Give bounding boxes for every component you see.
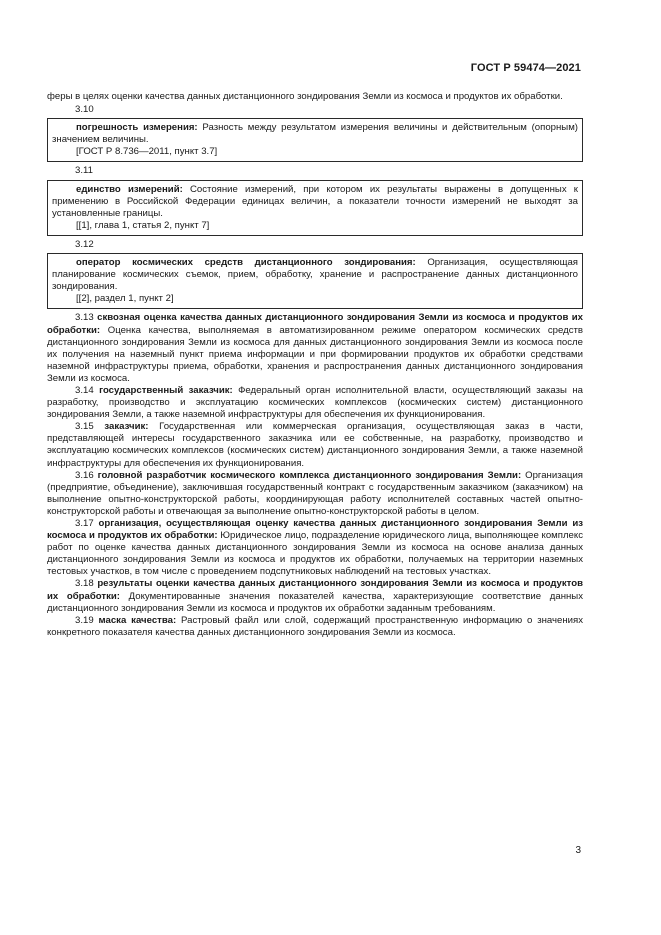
term-definition: Растровый файл или слой, содержащий пространственную информацию о значениях конкретного показателя качества данных дистанционного зондирования Земли из космоса.	[47, 614, 583, 638]
intro-paragraph: феры в целях оценки качества данных дистанционного зондирования Земли из космоса и продуктов их обработки.	[47, 91, 563, 102]
term-definition: Организация (предприятие, объединение), заключившая государственный контракт с государственным заказчиком (заказчиком) на выполнение опытно-конструкторской работы, координирующая работу исполнителей составных частей опытно-конструкторской работы и отвечающая за выполнение опытно-конструкторской работы в целом.	[47, 469, 583, 517]
term-number: 3.10	[75, 104, 94, 116]
definition-paragraph	[52, 257, 578, 293]
term-name: сквозная оценка качества данных дистанционного зондирования Земли из космоса и продуктов их обработки:	[47, 312, 584, 336]
document-body	[47, 91, 583, 639]
term-number: 3.15	[75, 421, 105, 433]
term-name: единство измерений:	[76, 183, 183, 195]
term-number: 3.12	[75, 238, 94, 250]
term-definition: Оценка качества, выполняемая в автоматизированном режиме оператором космических средств дистанционного зондирования Земли из космоса для данных дистанционного зондирования Земли из космоса после их получения на наземный пункт приема информации и при формировании продуктов их обработки средствами наземной инфраструктуры приема, обработки, хранения и распространения данных дистанционного зондирования Земли из космоса.	[47, 324, 583, 384]
definition-paragraph	[52, 122, 578, 146]
term-name: результаты оценки качества данных дистанционного зондирования Земли из космоса и продуктов их обработки:	[47, 578, 584, 602]
term-definition: Документированные значения показателей качества, характеризующие соответствие данных дистанционного зондирования Земли из космоса и продуктов их обработки заданным требованиям.	[47, 590, 583, 614]
term-definition: Федеральный орган исполнительной власти, осуществляющий заказы на разработку, производство и эксплуатацию космических комплексов (космических систем) дистанционного зондирования Земли, а также наземной инфраструктуры для обеспечения их функционирования.	[47, 384, 583, 421]
definition-item	[47, 615, 583, 639]
source-reference: [ГОСТ Р 8.736—2011, пункт 3.7]	[76, 146, 218, 158]
definition-item	[47, 421, 583, 469]
term-definition: Разность между результатом измерения величины и действительным (опорным) значением величины.	[52, 122, 578, 146]
definition-item	[47, 578, 583, 614]
term-number: 3.13	[75, 312, 98, 324]
term-name: маска качества:	[98, 614, 177, 626]
term-number: 3.11	[75, 165, 93, 177]
term-number: 3.19	[75, 614, 99, 626]
term-name: государственный заказчик:	[99, 384, 233, 396]
definition-paragraph	[52, 184, 578, 220]
source-reference: [[2], раздел 1, пункт 2]	[76, 293, 174, 305]
definition-item	[47, 518, 583, 578]
term-name: организация, осуществляющая оценку качества данных дистанционного зондирования Земли из космоса и продуктов их обработки:	[47, 518, 583, 542]
document-standard-number: ГОСТ Р 59474—2021	[470, 62, 581, 74]
term-name: заказчик:	[104, 421, 149, 433]
term-definition: Юридическое лицо, подразделение юридического лица, выполняющее комплекс работ по оценке качества данных дистанционного зондирования Земли из космоса на основе анализа данных дистанционного зондирования Земли из космоса и продуктов их обработки, получаемых на территории наземных тестовых участков, в том числе с проведением подспутниковых наблюдений на тестовых участках.	[47, 530, 583, 578]
quoted-definition-box	[47, 118, 583, 162]
term-definition: Состояние измерений, при котором их результаты выражены в допущенных к применению в Российской Федерации единицах величин, а показатели точности измерений не выходят за установленные границы.	[52, 183, 578, 219]
term-definition: Государственная или коммерческая организация, осуществляющая заказ в части, представляющей интересы государственного заказчика или ее собственные, на разработку, производство и эксплуатацию космических комплексов (космических систем) дистанционного зондирования Земли, а также наземной инфраструктуры для обеспечения их функционирования.	[47, 421, 584, 469]
definition-item	[47, 385, 583, 421]
quoted-definition-box	[47, 180, 583, 236]
page-number: 3	[575, 845, 581, 856]
term-number: 3.17	[75, 518, 99, 529]
term-name: оператор космических средств дистанционного зондирования:	[76, 257, 416, 269]
definition-item	[47, 312, 583, 385]
source-reference: [[1], глава 1, статья 2, пункт 7]	[76, 219, 210, 231]
definition-item	[47, 470, 583, 518]
term-number: 3.16	[75, 469, 98, 481]
term-number: 3.18	[75, 578, 98, 590]
term-name: головной разработчик космического комплекса дистанционного зондирования Земли:	[97, 469, 522, 481]
term-number: 3.14	[75, 384, 100, 396]
term-name: погрешность измерения:	[76, 122, 198, 134]
quoted-definition-box	[47, 253, 583, 309]
term-definition: Организация, осуществляющая планирование космических съемок, прием, обработку, хранение и распространение данных дистанционного зондирования.	[52, 257, 578, 293]
